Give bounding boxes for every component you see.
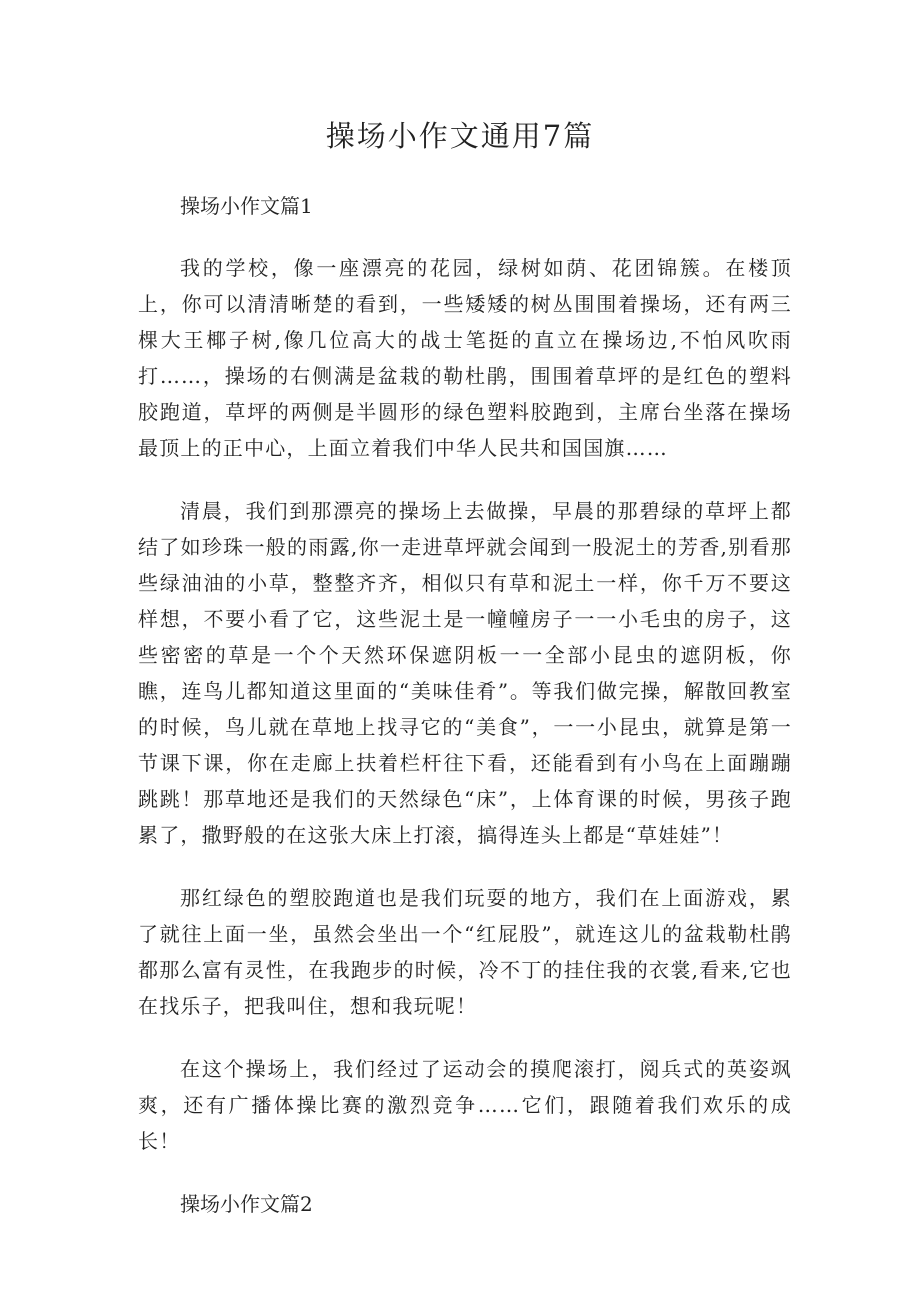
paragraph: 在这个操场上，我们经过了运动会的摸爬滚打，阅兵式的英姿飒爽，还有广播体操比赛的激烈竞争……它们，跟随着我们欢乐的成长！ <box>138 1057 792 1153</box>
document-body <box>138 188 792 1248</box>
paragraph: 那红绿色的塑胶跑道也是我们玩耍的地方，我们在上面游戏，累了就往上面一坐，虽然会坐出一个“红屁股”，就连这儿的盆栽勒杜鹃都那么富有灵性，在我跑步的时候，冷不丁的挂住我的衣裳,看来,它也在找乐子，把我叫住，想和我玩呢！ <box>138 886 792 1018</box>
paragraph: 我的学校，像一座漂亮的花园，绿树如荫、花团锦簇。在楼顶上，你可以清清晰楚的看到，一些矮矮的树丛围围着操场，还有两三棵大王椰子树,像几位高大的战士笔挺的直立在操场边,不怕风吹雨打……，操场的右侧满是盆栽的勒杜鹃，围围着草坪的是红色的塑料胶跑道，草坪的两侧是半圆形的绿色塑料胶跑到，主席台坐落在操场最顶上的正中心，上面立着我们中华人民共和国国旗…… <box>138 256 792 460</box>
section-heading: 操场小作文篇1 <box>180 194 313 218</box>
document-title: 操场小作文通用7篇 <box>325 119 595 153</box>
section-heading: 操场小作文篇2 <box>180 1192 313 1216</box>
paragraph: 清晨，我们到那漂亮的操场上去做操，早晨的那碧绿的草坪上都结了如珍珠一般的雨露,你一走进草坪就会闻到一股泥土的芳香,别看那些绿油油的小草，整整齐齐，相似只有草和泥土一样，你千万不要这样想，不要小看了它，这些泥土是一幢幢房子一一小毛虫的房子，这些密密的草是一个个天然环保遮阴板一一全部小昆虫的遮阴板，你瞧，连鸟儿都知道这里面的“美味佳肴”。等我们做完操，解散回教室的时候，鸟儿就在草地上找寻它的“美食”，一一小昆虫，就算是第一节课下课，你在走廊上扶着栏杆往下看，还能看到有小鸟在上面蹦蹦跳跳！那草地还是我们的天然绿色“床”，上体育课的时候，男孩子跑累了，撒野般的在这张大床上打滚，搞得连头上都是“草娃娃”！ <box>138 499 792 847</box>
